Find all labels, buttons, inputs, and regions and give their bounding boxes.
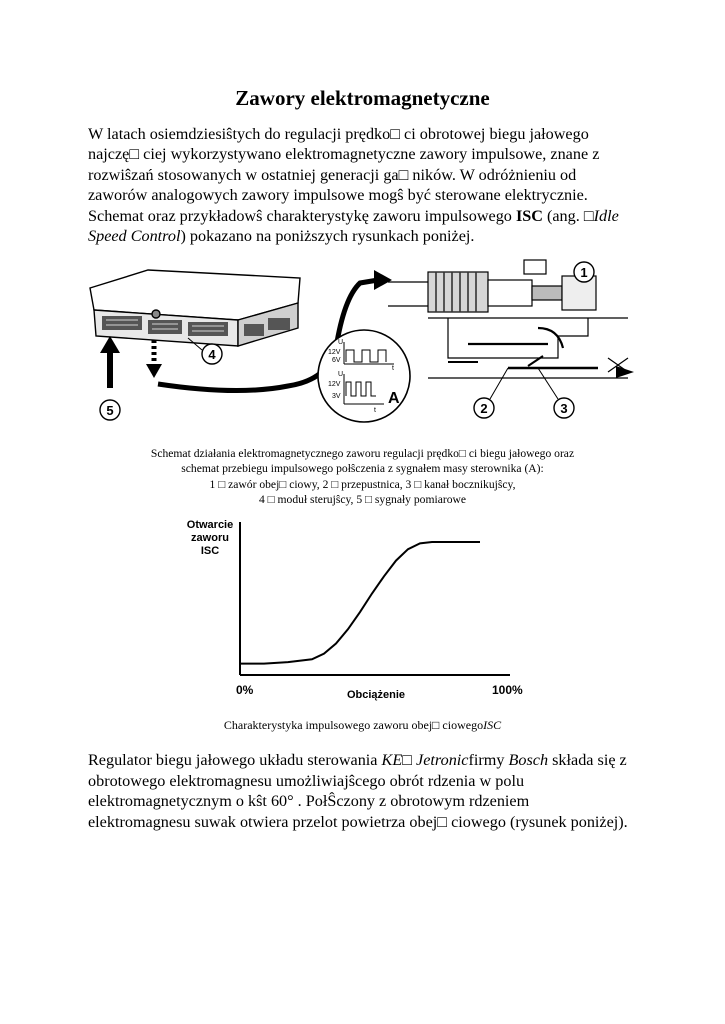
callout-4-label: 4 bbox=[208, 347, 216, 362]
outro-paragraph bbox=[88, 750, 658, 832]
svg-text:t: t bbox=[374, 407, 376, 414]
svg-text:t: t bbox=[392, 365, 394, 372]
intro-paragraph bbox=[88, 124, 648, 246]
isc-curve bbox=[240, 542, 480, 664]
caption-line: schemat przebiegu impulsowego połŝczenia z sygnałem masy sterownika (A): bbox=[181, 462, 544, 476]
outro-line: obrotowego elektromagnesu umożliwiajŝcego obrót rdzenia w polu bbox=[88, 771, 525, 790]
caption-line: Schemat działania elektromagnetycznego zaworu regulacji prędko□ ci biegu jałowego oraz bbox=[150, 447, 575, 460]
isc-characteristic-chart bbox=[180, 512, 540, 708]
y-axis-label-line: ISC bbox=[200, 545, 220, 557]
signal-arrow-up bbox=[100, 336, 120, 388]
caption-line: 1 □ zawór obej□ ciowy, 2 □ przepustnica, 3 □ kanał bocznikujŝcy, bbox=[209, 477, 516, 491]
control-module-drawing bbox=[90, 270, 300, 346]
intro-line: rozwiŝzań stosowanych w ostatniej generacji ga□ ników. W odróżnieniu od bbox=[88, 165, 577, 184]
isc-term: ISC bbox=[515, 206, 543, 225]
isc-schematic-figure bbox=[88, 258, 648, 438]
signal-a-label: A bbox=[388, 390, 400, 407]
svg-text:3V: 3V bbox=[332, 393, 341, 400]
intro-line: Speed Control) pokazano na poniższych rysunkach poniżej. bbox=[88, 227, 475, 246]
y-axis-label-line: Otwarcie bbox=[186, 519, 234, 531]
figure1-caption bbox=[80, 446, 645, 508]
outro-line: Regulator biegu jałowego układu sterowania KE□ Jetronicfirmy Bosch składa się z bbox=[88, 751, 627, 769]
intro-line: najczę□ ciej wykorzystywano elektromagnetyczne zawory impulsowe, znane z bbox=[88, 145, 600, 164]
outro-line: elektromagnetycznym o kŝt 60° . PołŜczony z obrotowym rdzeniem bbox=[88, 792, 530, 811]
svg-text:U: U bbox=[338, 339, 344, 346]
signal-arrow-down bbox=[146, 340, 162, 378]
caption-line: 4 □ moduł sterujŝcy, 5 □ sygnały pomiarowe bbox=[258, 493, 467, 507]
svg-text:12V: 12V bbox=[328, 349, 341, 356]
svg-text:6V: 6V bbox=[332, 357, 341, 364]
svg-text:U: U bbox=[338, 371, 344, 378]
x-tick-label-100: 100% bbox=[492, 683, 523, 697]
callout-1-label: 1 bbox=[580, 265, 588, 280]
intro-line: W latach osiemdziesiŝtych do regulacji prędko□ ci obrotowej biegu jałowego bbox=[88, 125, 589, 143]
svg-text:12V: 12V bbox=[328, 381, 341, 388]
y-axis-label-line: zaworu bbox=[191, 532, 229, 544]
waveform-inset bbox=[318, 330, 410, 422]
x-axis-label: Obciążenie bbox=[346, 689, 406, 701]
intro-line: zaworów analogowych zawory impulsowe mogŝ być sterowane elektrycznie. bbox=[88, 186, 588, 205]
x-tick-label-0: 0% bbox=[236, 683, 254, 697]
figure2-caption: Charakterystyka impulsowego zaworu obej□ ciowegoISC bbox=[223, 718, 502, 732]
callout-5-label: 5 bbox=[106, 403, 114, 418]
outro-line: elektromagnesu suwak otwiera przelot powietrza obej□ ciowego (rysunek poniżej). bbox=[88, 812, 628, 831]
callout-3-label: 3 bbox=[560, 401, 568, 416]
callout-2-label: 2 bbox=[480, 401, 488, 416]
wire-arrowhead bbox=[374, 270, 392, 290]
page-title: Zawory elektromagnetyczne bbox=[235, 86, 490, 110]
intro-line: Schemat oraz przykładowŝ charakterystykę zaworu impulsowego ISC (ang. □Idle bbox=[88, 206, 619, 225]
